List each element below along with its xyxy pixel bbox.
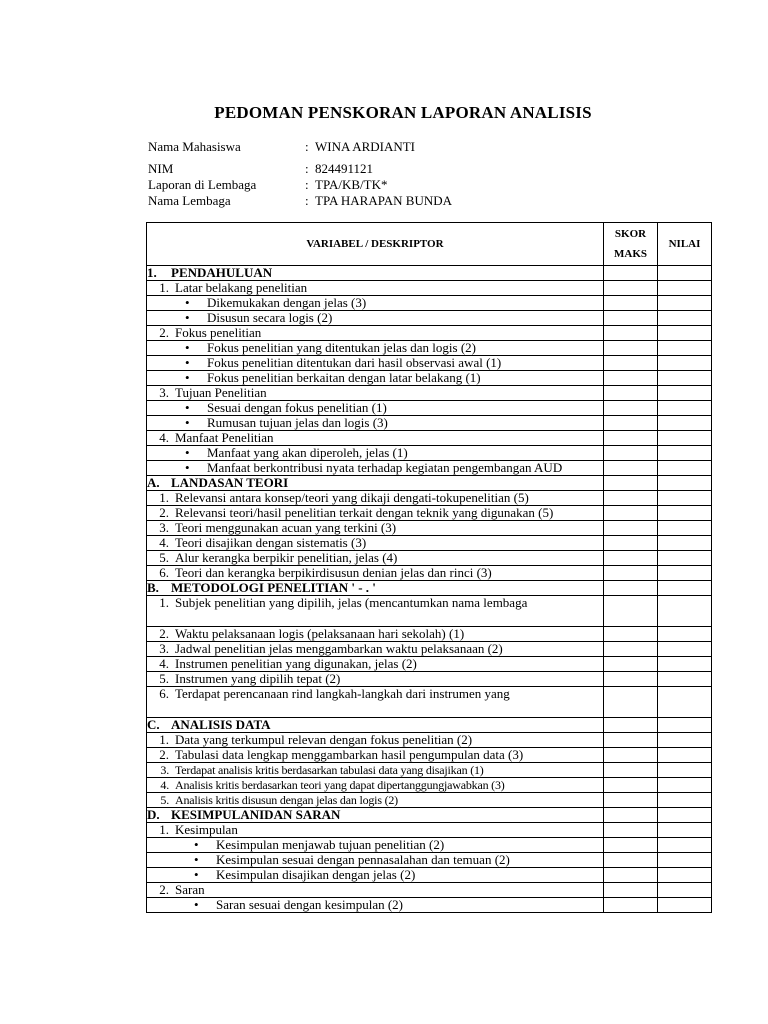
info-row — [148, 161, 373, 177]
table-row — [147, 657, 712, 672]
section-number: D. — [147, 807, 160, 822]
item-text: Manfaat Penelitian — [175, 430, 274, 445]
table-row — [147, 446, 712, 461]
descriptor-cell — [147, 536, 604, 551]
table-row — [147, 778, 712, 793]
item-text: Tujuan Penelitian — [175, 385, 267, 400]
nilai-cell[interactable] — [658, 687, 712, 718]
table-row — [147, 581, 712, 596]
bullet-icon — [194, 853, 202, 861]
info-label: NIM — [148, 161, 174, 176]
bullet-icon — [185, 416, 193, 424]
skor-maks-cell[interactable] — [604, 416, 658, 431]
skor-maks-cell[interactable] — [604, 326, 658, 341]
bullet-icon — [185, 401, 193, 409]
table-row — [147, 672, 712, 687]
table-row — [147, 371, 712, 386]
descriptor-cell — [147, 808, 604, 823]
descriptor-cell — [147, 266, 604, 281]
table-row — [147, 868, 712, 883]
nilai-cell[interactable] — [658, 446, 712, 461]
item-number: 3. — [159, 520, 169, 535]
item-text: Manfaat yang akan diperoleh, jelas (1) — [207, 445, 408, 460]
section-number: C. — [147, 717, 160, 732]
table-row — [147, 431, 712, 446]
table-row — [147, 838, 712, 853]
skor-maks-cell[interactable] — [604, 898, 658, 913]
skor-maks-cell[interactable] — [604, 823, 658, 838]
section-title: LANDASAN TEORI — [171, 475, 289, 490]
item-text: Kesimpulan — [175, 822, 238, 837]
item-text: Fokus penelitian berkaitan dengan latar belakang (1) — [207, 370, 481, 385]
bullet-icon — [194, 838, 202, 846]
table-row — [147, 281, 712, 296]
table-row — [147, 808, 712, 823]
skor-maks-cell[interactable] — [604, 672, 658, 687]
skor-maks-cell[interactable] — [604, 868, 658, 883]
skor-maks-cell[interactable] — [604, 521, 658, 536]
item-number: 1. — [159, 732, 169, 747]
table-row — [147, 551, 712, 566]
skor-maks-cell[interactable] — [604, 566, 658, 581]
nilai-cell[interactable] — [658, 386, 712, 401]
descriptor-cell — [147, 386, 604, 401]
skor-maks-cell[interactable] — [604, 853, 658, 868]
info-row — [148, 193, 452, 209]
nilai-cell[interactable] — [658, 838, 712, 853]
skor-maks-cell[interactable] — [604, 733, 658, 748]
item-number: 5. — [159, 550, 169, 565]
item-number: 4. — [159, 656, 169, 671]
descriptor-cell — [147, 718, 604, 733]
descriptor-cell — [147, 627, 604, 642]
skor-maks-cell[interactable] — [604, 266, 658, 281]
skor-maks-cell[interactable] — [604, 838, 658, 853]
nilai-cell[interactable] — [658, 642, 712, 657]
table-row — [147, 266, 712, 281]
descriptor-cell — [147, 657, 604, 672]
item-text: Terdapat analisis kritis berdasarkan tabulasi data yang disajikan (1) — [175, 763, 484, 777]
bullet-icon — [185, 341, 193, 349]
table-row — [147, 823, 712, 838]
descriptor-cell — [147, 687, 604, 718]
item-number: 4. — [159, 430, 169, 445]
section-title: PENDAHULUAN — [171, 265, 273, 280]
item-text: Teori menggunakan acuan yang terkini (3) — [175, 520, 397, 535]
table-row — [147, 596, 712, 627]
nilai-cell[interactable] — [658, 823, 712, 838]
table-row — [147, 506, 712, 521]
info-separator: : — [305, 193, 309, 208]
skor-maks-cell[interactable] — [604, 657, 658, 672]
skor-maks-cell[interactable] — [604, 281, 658, 296]
bullet-icon — [194, 868, 202, 876]
descriptor-cell — [147, 296, 604, 311]
nilai-cell[interactable] — [658, 311, 712, 326]
nilai-cell[interactable] — [658, 748, 712, 763]
bullet-icon — [185, 311, 193, 319]
item-text: Data yang terkumpul relevan dengan fokus penelitian (2) — [175, 732, 473, 747]
item-text: Latar belakang penelitian — [175, 280, 308, 295]
skor-maks-cell[interactable] — [604, 808, 658, 823]
table-row — [147, 793, 712, 808]
item-text: Disusun secara logis (2) — [207, 310, 333, 325]
table-row — [147, 853, 712, 868]
descriptor-cell — [147, 356, 604, 371]
item-number: 1. — [159, 822, 169, 837]
item-text: Teori disajikan dengan sistematis (3) — [175, 535, 367, 550]
descriptor-cell — [147, 823, 604, 838]
nilai-cell[interactable] — [658, 416, 712, 431]
skor-maks-cell[interactable] — [604, 446, 658, 461]
skor-maks-cell[interactable] — [604, 341, 658, 356]
nilai-cell[interactable] — [658, 551, 712, 566]
item-text: Instrumen yang dipilih tepat (2) — [175, 671, 341, 686]
descriptor-cell — [147, 476, 604, 491]
nilai-cell[interactable] — [658, 476, 712, 491]
skor-maks-cell[interactable] — [604, 356, 658, 371]
skor-maks-cell[interactable] — [604, 596, 658, 627]
item-number: 1. — [159, 490, 169, 505]
descriptor-cell — [147, 748, 604, 763]
descriptor-cell — [147, 491, 604, 506]
item-number: 6. — [159, 565, 169, 580]
item-text: Sesuai dengan fokus penelitian (1) — [207, 400, 387, 415]
skor-maks-cell[interactable] — [604, 461, 658, 476]
item-number: 2. — [159, 747, 169, 762]
table-row — [147, 476, 712, 491]
section-title: KESIMPULANIDAN SARAN — [171, 807, 341, 822]
nilai-cell[interactable] — [658, 672, 712, 687]
descriptor-cell — [147, 672, 604, 687]
descriptor-cell — [147, 733, 604, 748]
nilai-cell[interactable] — [658, 281, 712, 296]
nilai-cell[interactable] — [658, 793, 712, 808]
nilai-cell[interactable] — [658, 521, 712, 536]
table-row — [147, 521, 712, 536]
bullet-icon — [185, 356, 193, 364]
item-text: Fokus penelitian — [175, 325, 262, 340]
item-text: Alur kerangka berpikir penelitian, jelas (4) — [175, 550, 398, 565]
item-text: Rumusan tujuan jelas dan logis (3) — [207, 415, 388, 430]
descriptor-cell — [147, 341, 604, 356]
item-text: Fokus penelitian yang ditentukan jelas dan logis (2) — [207, 340, 476, 355]
info-row — [148, 139, 415, 155]
skor-maks-cell[interactable] — [604, 536, 658, 551]
nilai-cell[interactable] — [658, 506, 712, 521]
info-value: WINA ARDIANTI — [315, 139, 416, 154]
item-text: Jadwal penelitian jelas menggambarkan waktu pelaksanaan (2) — [175, 641, 503, 656]
section-title: METODOLOGI PENELITIAN ' - . ' — [171, 580, 376, 595]
item-number: 2. — [159, 882, 169, 897]
page-title: PEDOMAN PENSKORAN LAPORAN ANALISIS — [214, 103, 592, 122]
info-value: TPA/KB/TK* — [315, 177, 388, 192]
info-separator: : — [305, 177, 309, 192]
item-number: 2. — [159, 325, 169, 340]
item-text: Terdapat perencanaan rind langkah-langkah dari instrumen yang — [175, 686, 510, 701]
table-row — [147, 642, 712, 657]
info-row — [148, 177, 387, 193]
item-text: Waktu pelaksanaan logis (pelaksanaan hari sekolah) (1) — [175, 626, 465, 641]
descriptor-cell — [147, 461, 604, 476]
nilai-cell[interactable] — [658, 581, 712, 596]
descriptor-cell — [147, 596, 604, 627]
nilai-cell[interactable] — [658, 718, 712, 733]
table-row — [147, 491, 712, 506]
nilai-cell[interactable] — [658, 733, 712, 748]
item-text: Subjek penelitian yang dipilih, jelas (mencantumkan nama lembaga — [175, 595, 528, 610]
info-label: Laporan di Lembaga — [148, 177, 257, 192]
descriptor-cell — [147, 416, 604, 431]
descriptor-cell — [147, 793, 604, 808]
info-value: 824491121 — [315, 161, 374, 176]
skor-maks-cell[interactable] — [604, 581, 658, 596]
bullet-icon — [185, 371, 193, 379]
scoring-table — [146, 222, 712, 913]
skor-maks-cell[interactable] — [604, 642, 658, 657]
descriptor-cell — [147, 763, 604, 778]
skor-maks-cell[interactable] — [604, 311, 658, 326]
section-number: 1. — [147, 265, 157, 280]
item-number: 6. — [159, 686, 169, 701]
nilai-cell[interactable] — [658, 853, 712, 868]
item-number: 3. — [159, 385, 169, 400]
table-row — [147, 883, 712, 898]
item-number: 3. — [160, 763, 169, 777]
table-row — [147, 341, 712, 356]
nilai-cell[interactable] — [658, 868, 712, 883]
header-skor-line2: MAKS — [614, 248, 647, 260]
descriptor-cell — [147, 778, 604, 793]
skor-maks-cell[interactable] — [604, 386, 658, 401]
nilai-cell[interactable] — [658, 778, 712, 793]
item-text: Relevansi antara konsep/teori yang dikaji dengati-tokupenelitian (5) — [175, 490, 529, 505]
table-row — [147, 718, 712, 733]
skor-maks-cell[interactable] — [604, 748, 658, 763]
descriptor-cell — [147, 551, 604, 566]
skor-maks-cell[interactable] — [604, 506, 658, 521]
nilai-cell[interactable] — [658, 491, 712, 506]
nilai-cell[interactable] — [658, 657, 712, 672]
skor-maks-cell[interactable] — [604, 793, 658, 808]
descriptor-cell — [147, 326, 604, 341]
skor-maks-cell[interactable] — [604, 401, 658, 416]
item-text: Dikemukakan dengan jelas (3) — [207, 295, 367, 310]
table-row — [147, 356, 712, 371]
skor-maks-cell[interactable] — [604, 491, 658, 506]
nilai-cell[interactable] — [658, 461, 712, 476]
info-label: Nama Lembaga — [148, 193, 231, 208]
skor-maks-cell[interactable] — [604, 763, 658, 778]
nilai-cell[interactable] — [658, 296, 712, 311]
header-descriptor: VARIABEL / DESKRIPTOR — [147, 223, 604, 266]
item-text: Tabulasi data lengkap menggambarkan hasil pengumpulan data (3) — [175, 747, 524, 762]
descriptor-cell — [147, 868, 604, 883]
info-separator: : — [305, 161, 309, 176]
item-number: 4. — [160, 778, 169, 792]
table-row — [147, 401, 712, 416]
skor-maks-cell[interactable] — [604, 371, 658, 386]
nilai-cell[interactable] — [658, 808, 712, 823]
item-text: Kesimpulan disajikan dengan jelas (2) — [216, 867, 416, 882]
table-row — [147, 763, 712, 778]
skor-maks-cell[interactable] — [604, 778, 658, 793]
table-row — [147, 627, 712, 642]
descriptor-cell — [147, 521, 604, 536]
descriptor-cell — [147, 642, 604, 657]
nilai-cell[interactable] — [658, 431, 712, 446]
descriptor-cell — [147, 581, 604, 596]
skor-maks-cell[interactable] — [604, 718, 658, 733]
item-text: Kesimpulan sesuai dengan pennasalahan dan temuan (2) — [216, 852, 510, 867]
table-row — [147, 748, 712, 763]
table-row — [147, 733, 712, 748]
item-number: 1. — [159, 595, 169, 610]
item-number: 5. — [159, 671, 169, 686]
section-number: A. — [147, 475, 160, 490]
nilai-cell[interactable] — [658, 371, 712, 386]
item-text: Teori dan kerangka berpikirdisusun denian jelas dan rinci (3) — [175, 565, 492, 580]
header-nilai: NILAI — [658, 223, 712, 266]
descriptor-cell — [147, 898, 604, 913]
descriptor-cell — [147, 311, 604, 326]
section-title: ANALISIS DATA — [171, 717, 271, 732]
table-row — [147, 326, 712, 341]
item-number: 5. — [160, 793, 169, 807]
table-row — [147, 687, 712, 718]
nilai-cell[interactable] — [658, 627, 712, 642]
table-row — [147, 461, 712, 476]
table-row — [147, 296, 712, 311]
bullet-icon — [185, 461, 193, 469]
item-text: Manfaat berkontribusi nyata terhadap kegiatan pengembangan AUD — [207, 460, 563, 475]
descriptor-cell — [147, 431, 604, 446]
nilai-cell[interactable] — [658, 566, 712, 581]
table-row — [147, 566, 712, 581]
skor-maks-cell[interactable] — [604, 883, 658, 898]
descriptor-cell — [147, 838, 604, 853]
descriptor-cell — [147, 566, 604, 581]
item-text: Instrumen penelitian yang digunakan, jelas (2) — [175, 656, 417, 671]
nilai-cell[interactable] — [658, 763, 712, 778]
bullet-icon — [194, 898, 202, 906]
descriptor-cell — [147, 853, 604, 868]
item-text: Saran — [175, 882, 205, 897]
item-text: Relevansi teori/hasil penelitian terkait dengan teknik yang digunakan (5) — [175, 505, 554, 520]
item-text: Kesimpulan menjawab tujuan penelitian (2) — [216, 837, 445, 852]
skor-maks-cell[interactable] — [604, 431, 658, 446]
skor-maks-cell[interactable] — [604, 551, 658, 566]
item-text: Analisis kritis berdasarkan teori yang dapat dipertanggungjawabkan (3) — [175, 778, 505, 792]
nilai-cell[interactable] — [658, 326, 712, 341]
item-text: Saran sesuai dengan kesimpulan (2) — [216, 897, 404, 912]
nilai-cell[interactable] — [658, 356, 712, 371]
table-row — [147, 386, 712, 401]
nilai-cell[interactable] — [658, 898, 712, 913]
table-row — [147, 536, 712, 551]
table-row — [147, 311, 712, 326]
table-row — [147, 416, 712, 431]
info-value: TPA HARAPAN BUNDA — [315, 193, 453, 208]
header-skor-line1: SKOR — [614, 228, 647, 240]
descriptor-cell — [147, 281, 604, 296]
nilai-cell[interactable] — [658, 266, 712, 281]
item-text: Analisis kritis disusun dengan jelas dan logis (2) — [175, 793, 398, 807]
table-row — [147, 898, 712, 913]
nilai-cell[interactable] — [658, 341, 712, 356]
descriptor-cell — [147, 371, 604, 386]
nilai-cell[interactable] — [658, 536, 712, 551]
item-number: 2. — [159, 626, 169, 641]
item-text: Fokus penelitian ditentukan dari hasil observasi awal (1) — [207, 355, 502, 370]
info-separator: : — [305, 139, 309, 154]
nilai-cell[interactable] — [658, 401, 712, 416]
skor-maks-cell[interactable] — [604, 627, 658, 642]
nilai-cell[interactable] — [658, 596, 712, 627]
section-number: B. — [147, 580, 159, 595]
descriptor-cell — [147, 401, 604, 416]
info-label: Nama Mahasiswa — [148, 139, 241, 154]
nilai-cell[interactable] — [658, 883, 712, 898]
bullet-icon — [185, 446, 193, 454]
item-number: 4. — [159, 535, 169, 550]
header-skor-maks — [604, 223, 658, 266]
descriptor-cell — [147, 506, 604, 521]
descriptor-cell — [147, 446, 604, 461]
bullet-icon — [185, 296, 193, 304]
item-number: 3. — [159, 641, 169, 656]
item-number: 2. — [159, 505, 169, 520]
descriptor-cell — [147, 883, 604, 898]
skor-maks-cell[interactable] — [604, 687, 658, 718]
skor-maks-cell[interactable] — [604, 296, 658, 311]
item-number: 1. — [159, 280, 169, 295]
skor-maks-cell[interactable] — [604, 476, 658, 491]
